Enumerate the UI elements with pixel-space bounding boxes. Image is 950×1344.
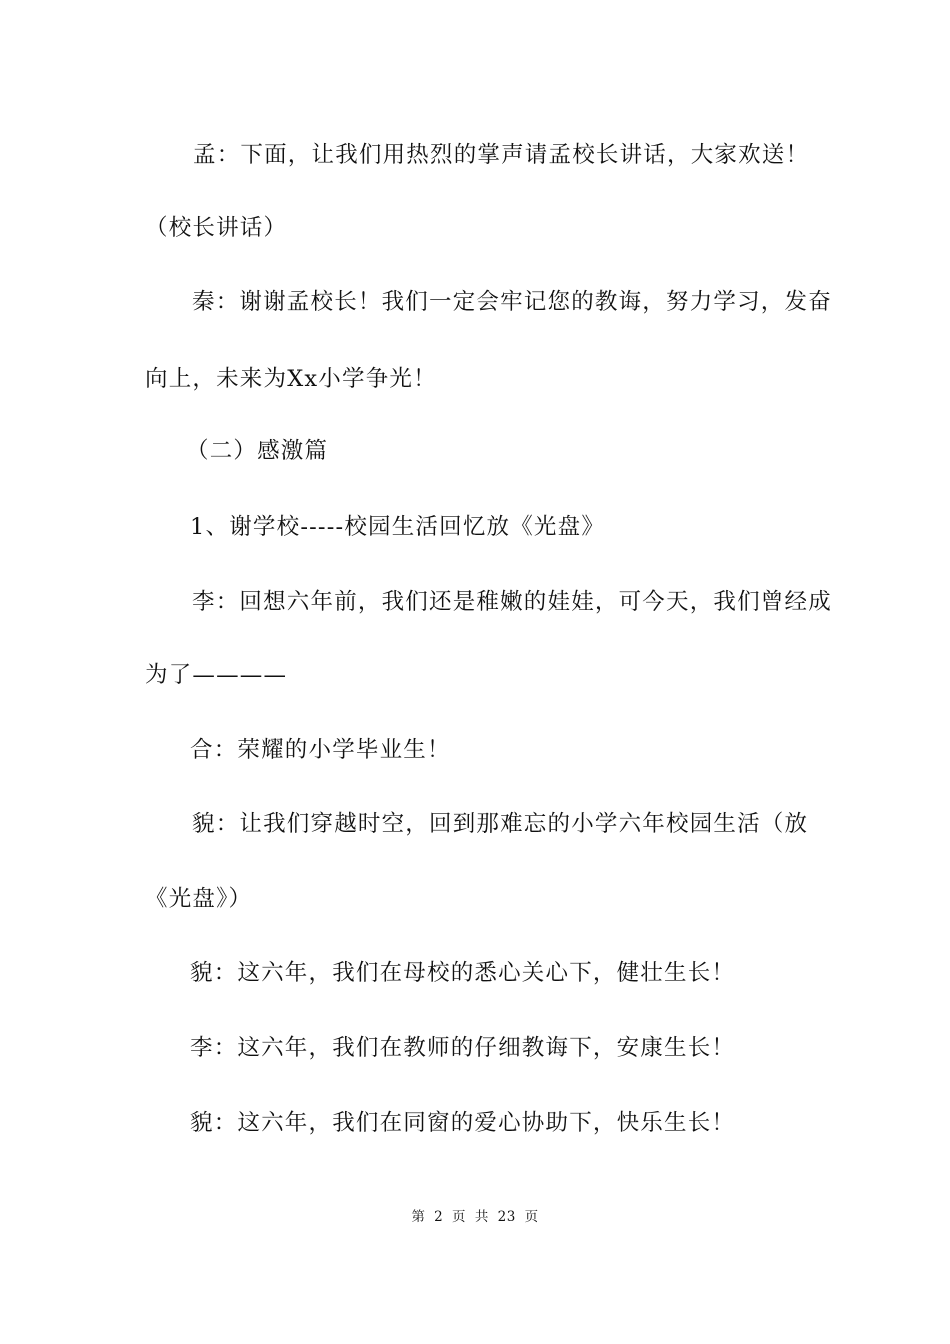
footer-prefix: 第 <box>411 1209 426 1225</box>
text-line-6: 1、谢学校-----校园生活回忆放《光盘》 <box>190 514 606 540</box>
text-line-12: 貌：这六年，我们在母校的悉心关心下，健壮生长！ <box>190 960 736 986</box>
text-line-3: 秦：谢谢孟校长！我们一定会牢记您的教诲，努力学习，发奋 <box>192 289 832 315</box>
footer-page-word: 页 <box>452 1209 467 1225</box>
text-line-9: 合：荣耀的小学毕业生！ <box>190 737 451 763</box>
text-line-8: 为了———— <box>145 662 288 688</box>
text-line-2: （校长讲话） <box>145 215 288 241</box>
text-line-11: 《光盘》） <box>145 886 253 912</box>
text-line-14: 貌：这六年，我们在同窗的爱心协助下，快乐生长！ <box>190 1110 736 1136</box>
text-line-7: 李：回想六年前，我们还是稚嫩的娃娃，可今天，我们曾经成 <box>192 589 832 615</box>
text-line-4: 向上，未来为Xx小学争光！ <box>145 366 437 392</box>
text-line-1: 孟：下面，让我们用热烈的掌声请孟校长讲话，大家欢送！ <box>193 142 810 168</box>
section-heading: （二）感激篇 <box>186 438 329 464</box>
footer-current-page: 2 <box>434 1209 444 1225</box>
text-line-13: 李：这六年，我们在教师的仔细教诲下，安康生长！ <box>190 1035 736 1061</box>
page-footer <box>0 1207 950 1227</box>
footer-total-word: 共 <box>474 1209 489 1225</box>
footer-total-pages: 23 <box>497 1209 516 1225</box>
footer-suffix: 页 <box>524 1209 539 1225</box>
text-line-10: 貌：让我们穿越时空，回到那难忘的小学六年校园生活（放 <box>192 811 809 837</box>
